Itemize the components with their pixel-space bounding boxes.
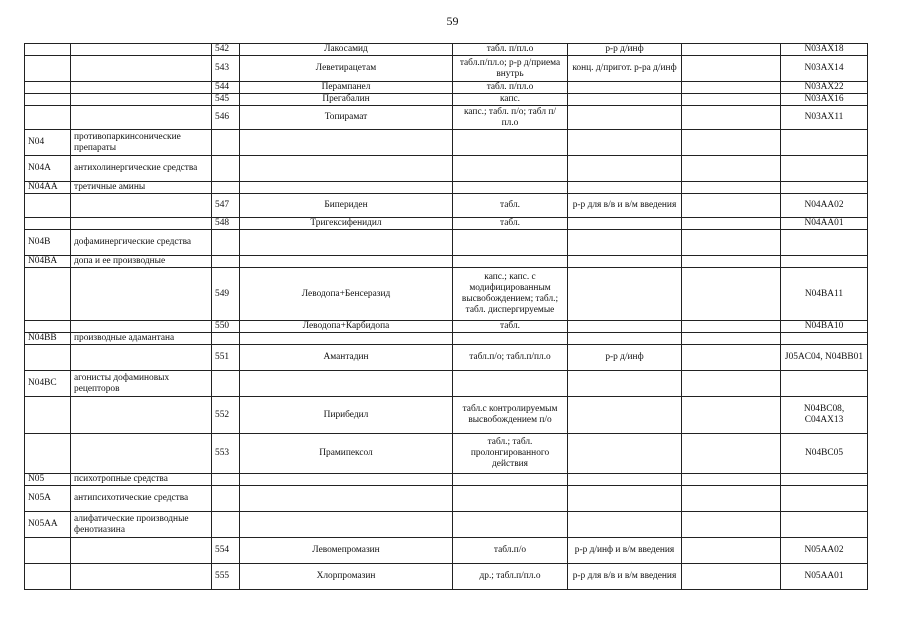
- atc-code: [781, 371, 868, 397]
- extra-cell: [682, 371, 781, 397]
- extra-cell: [682, 82, 781, 94]
- drug-name: Хлорпромазин: [240, 564, 453, 590]
- row-number: 545: [212, 94, 240, 106]
- atc-group-code: N04BB: [25, 333, 71, 345]
- dosage-form: [453, 486, 568, 512]
- atc-group-code: N04BA: [25, 256, 71, 268]
- atc-group-code: [25, 82, 71, 94]
- row-number: [212, 182, 240, 194]
- table-row: [25, 44, 868, 56]
- group-name: допа и ее производные: [71, 256, 212, 268]
- drug-name: Лакосамид: [240, 44, 453, 56]
- atc-code: [781, 182, 868, 194]
- group-name: производные адамантана: [71, 333, 212, 345]
- dosage-form: табл. п/пл.о: [453, 82, 568, 94]
- extra-cell: [682, 230, 781, 256]
- extra-cell: [682, 106, 781, 130]
- drug-name: [240, 474, 453, 486]
- row-number: 543: [212, 56, 240, 82]
- table-row: [25, 486, 868, 512]
- extra-cell: [682, 333, 781, 345]
- atc-code: N03AX14: [781, 56, 868, 82]
- atc-group-code: N04BC: [25, 371, 71, 397]
- extra-cell: [682, 194, 781, 218]
- group-name: алифатические производные фенотиазина: [71, 512, 212, 538]
- dosage-form: табл.п/о; табл.п/пл.о: [453, 345, 568, 371]
- extra-cell: [682, 538, 781, 564]
- row-number: [212, 474, 240, 486]
- dosage-form-injection: [568, 106, 682, 130]
- dosage-form-injection: р-р для в/в и в/м введения: [568, 194, 682, 218]
- table-row: [25, 345, 868, 371]
- group-name: [71, 44, 212, 56]
- atc-code: N05AA02: [781, 538, 868, 564]
- atc-group-code: N04A: [25, 156, 71, 182]
- dosage-form: капс.: [453, 94, 568, 106]
- dosage-form-injection: [568, 156, 682, 182]
- table-row: [25, 434, 868, 474]
- atc-group-code: [25, 345, 71, 371]
- extra-cell: [682, 486, 781, 512]
- dosage-form-injection: [568, 434, 682, 474]
- atc-code: N03AX22: [781, 82, 868, 94]
- dosage-form-injection: [568, 256, 682, 268]
- row-number: [212, 371, 240, 397]
- row-number: 555: [212, 564, 240, 590]
- drug-name: Прамипексол: [240, 434, 453, 474]
- atc-group-code: N04B: [25, 230, 71, 256]
- dosage-form: [453, 256, 568, 268]
- group-name: антихолинергические средства: [71, 156, 212, 182]
- atc-group-code: [25, 56, 71, 82]
- table-row: [25, 564, 868, 590]
- table-row: [25, 538, 868, 564]
- extra-cell: [682, 564, 781, 590]
- extra-cell: [682, 256, 781, 268]
- atc-code: N05AA01: [781, 564, 868, 590]
- atc-code: N04BA10: [781, 321, 868, 333]
- dosage-form-injection: [568, 82, 682, 94]
- dosage-form-injection: [568, 512, 682, 538]
- row-number: 554: [212, 538, 240, 564]
- group-name: [71, 94, 212, 106]
- atc-code: [781, 486, 868, 512]
- drug-name: [240, 130, 453, 156]
- atc-code: N03AX18: [781, 44, 868, 56]
- extra-cell: [682, 156, 781, 182]
- extra-cell: [682, 434, 781, 474]
- extra-cell: [682, 321, 781, 333]
- drug-name: [240, 156, 453, 182]
- drug-name: [240, 371, 453, 397]
- atc-group-code: [25, 434, 71, 474]
- atc-group-code: N04AA: [25, 182, 71, 194]
- table-row: [25, 512, 868, 538]
- row-number: 553: [212, 434, 240, 474]
- atc-group-code: [25, 564, 71, 590]
- drug-name: [240, 230, 453, 256]
- group-name: [71, 268, 212, 321]
- row-number: [212, 156, 240, 182]
- dosage-form-injection: [568, 130, 682, 156]
- row-number: [212, 486, 240, 512]
- extra-cell: [682, 56, 781, 82]
- extra-cell: [682, 44, 781, 56]
- drug-table: [24, 43, 868, 590]
- atc-code: N03AX16: [781, 94, 868, 106]
- dosage-form: [453, 230, 568, 256]
- atc-group-code: [25, 44, 71, 56]
- atc-group-code: N04: [25, 130, 71, 156]
- atc-code: [781, 156, 868, 182]
- table-row: [25, 182, 868, 194]
- dosage-form-injection: конц. д/пригот. р-ра д/инф: [568, 56, 682, 82]
- extra-cell: [682, 474, 781, 486]
- extra-cell: [682, 182, 781, 194]
- group-name: [71, 82, 212, 94]
- dosage-form-injection: р-р д/инф: [568, 44, 682, 56]
- dosage-form: [453, 130, 568, 156]
- table-row: [25, 397, 868, 434]
- dosage-form-injection: [568, 182, 682, 194]
- dosage-form: табл.п/о: [453, 538, 568, 564]
- table-row: [25, 321, 868, 333]
- extra-cell: [682, 268, 781, 321]
- group-name: [71, 434, 212, 474]
- group-name: [71, 218, 212, 230]
- extra-cell: [682, 94, 781, 106]
- row-number: 547: [212, 194, 240, 218]
- drug-name: Амантадин: [240, 345, 453, 371]
- row-number: [212, 256, 240, 268]
- drug-name: [240, 182, 453, 194]
- drug-name: Перампанел: [240, 82, 453, 94]
- row-number: [212, 230, 240, 256]
- atc-code: [781, 256, 868, 268]
- dosage-form: капс.; капс. с модифицированным высвобождением; табл.; табл. диспергируемые: [453, 268, 568, 321]
- drug-name: Пирибедил: [240, 397, 453, 434]
- dosage-form: табл.с контролируемым высвобождением п/о: [453, 397, 568, 434]
- table-row: [25, 333, 868, 345]
- table-row: [25, 218, 868, 230]
- atc-group-code: [25, 218, 71, 230]
- atc-group-code: [25, 538, 71, 564]
- group-name: [71, 564, 212, 590]
- extra-cell: [682, 218, 781, 230]
- dosage-form: табл.: [453, 321, 568, 333]
- drug-name: Леводопа+Карбидопа: [240, 321, 453, 333]
- dosage-form: капс.; табл. п/о; табл п/пл.о: [453, 106, 568, 130]
- atc-code: [781, 474, 868, 486]
- group-name: психотропные средства: [71, 474, 212, 486]
- table-row: [25, 156, 868, 182]
- drug-name: [240, 486, 453, 512]
- table-row: [25, 130, 868, 156]
- atc-code: N03AX11: [781, 106, 868, 130]
- dosage-form-injection: [568, 94, 682, 106]
- dosage-form-injection: [568, 218, 682, 230]
- dosage-form-injection: р-р для в/в и в/м введения: [568, 564, 682, 590]
- drug-name: [240, 256, 453, 268]
- drug-name: Тригексифенидил: [240, 218, 453, 230]
- dosage-form-injection: [568, 474, 682, 486]
- drug-name: [240, 512, 453, 538]
- extra-cell: [682, 397, 781, 434]
- row-number: 544: [212, 82, 240, 94]
- dosage-form: [453, 333, 568, 345]
- dosage-form-injection: [568, 333, 682, 345]
- atc-code: [781, 230, 868, 256]
- group-name: третичные амины: [71, 182, 212, 194]
- dosage-form: [453, 182, 568, 194]
- row-number: 550: [212, 321, 240, 333]
- atc-code: [781, 512, 868, 538]
- group-name: [71, 194, 212, 218]
- row-number: [212, 130, 240, 156]
- atc-group-code: N05A: [25, 486, 71, 512]
- dosage-form-injection: [568, 321, 682, 333]
- dosage-form-injection: [568, 397, 682, 434]
- group-name: дофаминергические средства: [71, 230, 212, 256]
- group-name: антипсихотические средства: [71, 486, 212, 512]
- table-body: [25, 44, 868, 590]
- dosage-form-injection: [568, 486, 682, 512]
- atc-group-code: N05: [25, 474, 71, 486]
- drug-name: Леветирацетам: [240, 56, 453, 82]
- atc-group-code: [25, 194, 71, 218]
- row-number: [212, 333, 240, 345]
- atc-code: [781, 333, 868, 345]
- drug-name: [240, 333, 453, 345]
- drug-name: Леводопа+Бенсеразид: [240, 268, 453, 321]
- atc-code: [781, 130, 868, 156]
- dosage-form: табл.п/пл.о; р-р д/приема внутрь: [453, 56, 568, 82]
- dosage-form: [453, 474, 568, 486]
- dosage-form-injection: р-р д/инф и в/м введения: [568, 538, 682, 564]
- extra-cell: [682, 345, 781, 371]
- row-number: 551: [212, 345, 240, 371]
- table-row: [25, 82, 868, 94]
- dosage-form: табл.; табл. пролонгированного действия: [453, 434, 568, 474]
- dosage-form-injection: р-р д/инф: [568, 345, 682, 371]
- group-name: [71, 106, 212, 130]
- group-name: [71, 321, 212, 333]
- row-number: 549: [212, 268, 240, 321]
- table-row: [25, 94, 868, 106]
- group-name: [71, 397, 212, 434]
- drug-name: Левомепромазин: [240, 538, 453, 564]
- group-name: [71, 345, 212, 371]
- dosage-form: [453, 512, 568, 538]
- drug-name: Бипериден: [240, 194, 453, 218]
- drug-name: Топирамат: [240, 106, 453, 130]
- extra-cell: [682, 130, 781, 156]
- group-name: [71, 538, 212, 564]
- atc-code: N04AA01: [781, 218, 868, 230]
- table-row: [25, 106, 868, 130]
- page-number: 59: [446, 14, 459, 28]
- table-row: [25, 194, 868, 218]
- table-row: [25, 371, 868, 397]
- dosage-form: табл.: [453, 218, 568, 230]
- atc-code: N04AA02: [781, 194, 868, 218]
- dosage-form: табл. п/пл.о: [453, 44, 568, 56]
- dosage-form: др.; табл.п/пл.о: [453, 564, 568, 590]
- dosage-form: [453, 371, 568, 397]
- atc-code: N04BA11: [781, 268, 868, 321]
- dosage-form: табл.: [453, 194, 568, 218]
- atc-group-code: N05AA: [25, 512, 71, 538]
- table-row: [25, 56, 868, 82]
- group-name: [71, 56, 212, 82]
- drug-name: Прегабалин: [240, 94, 453, 106]
- atc-group-code: [25, 321, 71, 333]
- row-number: 546: [212, 106, 240, 130]
- row-number: [212, 512, 240, 538]
- dosage-form-injection: [568, 268, 682, 321]
- table-row: [25, 230, 868, 256]
- table-row: [25, 256, 868, 268]
- dosage-form-injection: [568, 230, 682, 256]
- dosage-form: [453, 156, 568, 182]
- group-name: противопаркинсонические препараты: [71, 130, 212, 156]
- atc-code: J05AC04, N04BB01: [781, 345, 868, 371]
- dosage-form-injection: [568, 371, 682, 397]
- group-name: агонисты дофаминовых рецепторов: [71, 371, 212, 397]
- row-number: 548: [212, 218, 240, 230]
- row-number: 542: [212, 44, 240, 56]
- extra-cell: [682, 512, 781, 538]
- atc-group-code: [25, 94, 71, 106]
- atc-group-code: [25, 268, 71, 321]
- table-row: [25, 268, 868, 321]
- row-number: 552: [212, 397, 240, 434]
- atc-group-code: [25, 397, 71, 434]
- table-row: [25, 474, 868, 486]
- atc-code: N04BC08, C04AX13: [781, 397, 868, 434]
- atc-code: N04BC05: [781, 434, 868, 474]
- atc-group-code: [25, 106, 71, 130]
